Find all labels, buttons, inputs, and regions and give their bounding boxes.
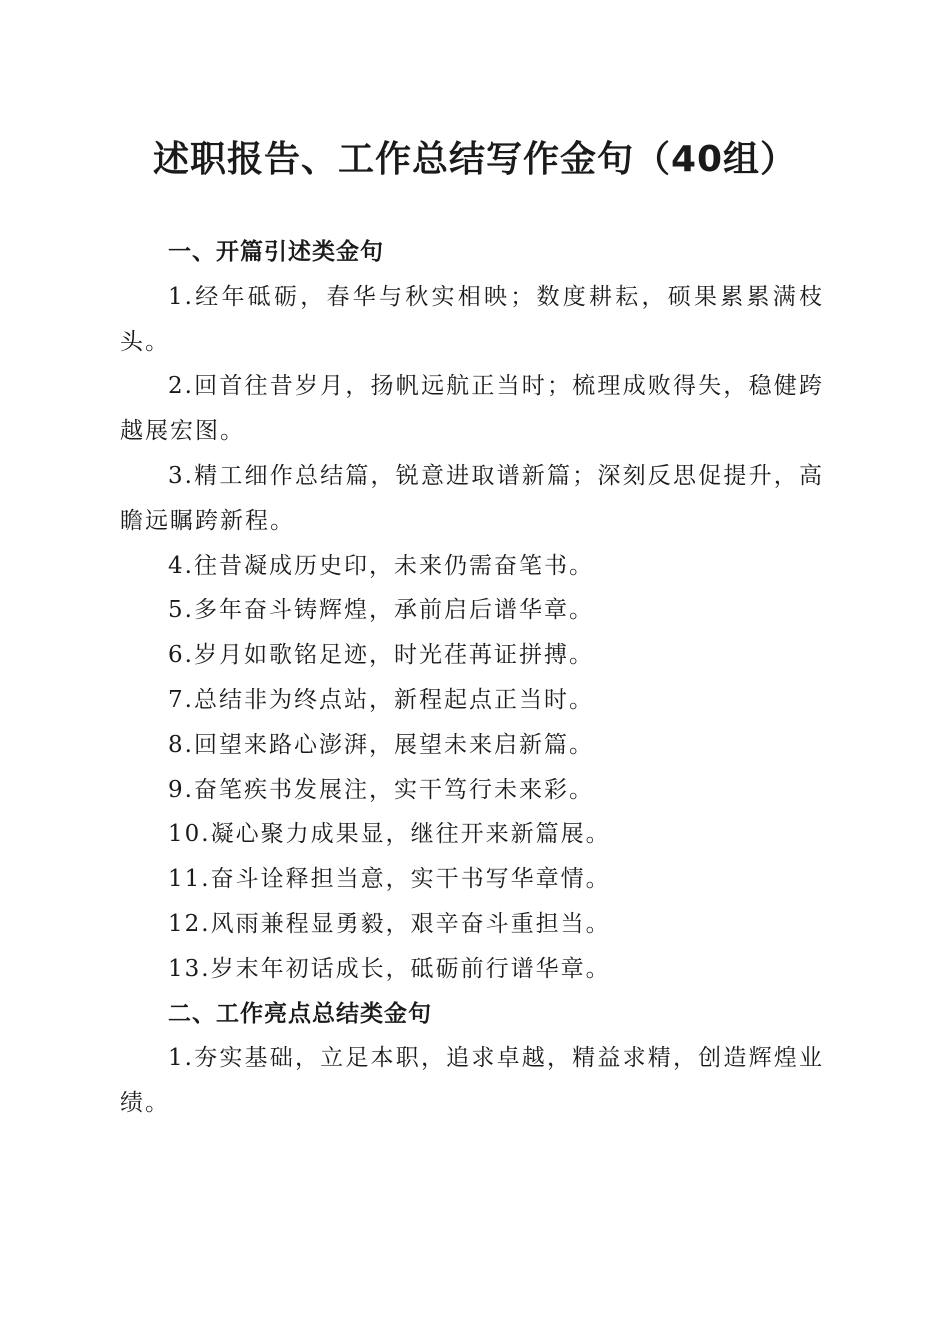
section-heading: 二、工作亮点总结类金句 (168, 1000, 432, 1027)
quote-item: 12.风雨兼程显勇毅，艰辛奋斗重担当。 (168, 910, 611, 937)
quote-item: 1.夯实基础，立足本职，追求卓越，精益求精，创造辉煌业绩。 (120, 1045, 824, 1117)
quote-item: 6.岁月如歌铭足迹，时光荏苒证拼搏。 (168, 642, 594, 669)
document-body (120, 230, 824, 1126)
quote-item: 13.岁末年初话成长，砥砺前行谱华章。 (168, 955, 611, 982)
quote-item: 4.往昔凝成历史印，未来仍需奋笔书。 (168, 552, 594, 579)
quote-item: 11.奋斗诠释担当意，实干书写华章情。 (168, 866, 611, 893)
document-title: 述职报告、工作总结写作金句（40组） (152, 139, 798, 180)
quote-item: 10.凝心聚力成果显，继往开来新篇展。 (168, 821, 611, 848)
quote-item: 9.奋笔疾书发展注，实干笃行未来彩。 (168, 776, 594, 803)
quote-item: 1.经年砥砺，春华与秋实相映；数度耕耘，硕果累累满枝头。 (120, 283, 824, 355)
quote-item: 2.回首往昔岁月，扬帆远航正当时；梳理成败得失，稳健跨越展宏图。 (120, 373, 824, 445)
quote-item: 8.回望来路心澎湃，展望未来启新篇。 (168, 731, 594, 758)
quote-item: 5.多年奋斗铸辉煌，承前启后谱华章。 (168, 597, 594, 624)
quote-item: 7.总结非为终点站，新程起点正当时。 (168, 686, 594, 713)
section-heading: 一、开篇引述类金句 (168, 239, 384, 265)
quote-item: 3.精工细作总结篇，锐意进取谱新篇；深刻反思促提升，高瞻远瞩跨新程。 (120, 462, 824, 534)
